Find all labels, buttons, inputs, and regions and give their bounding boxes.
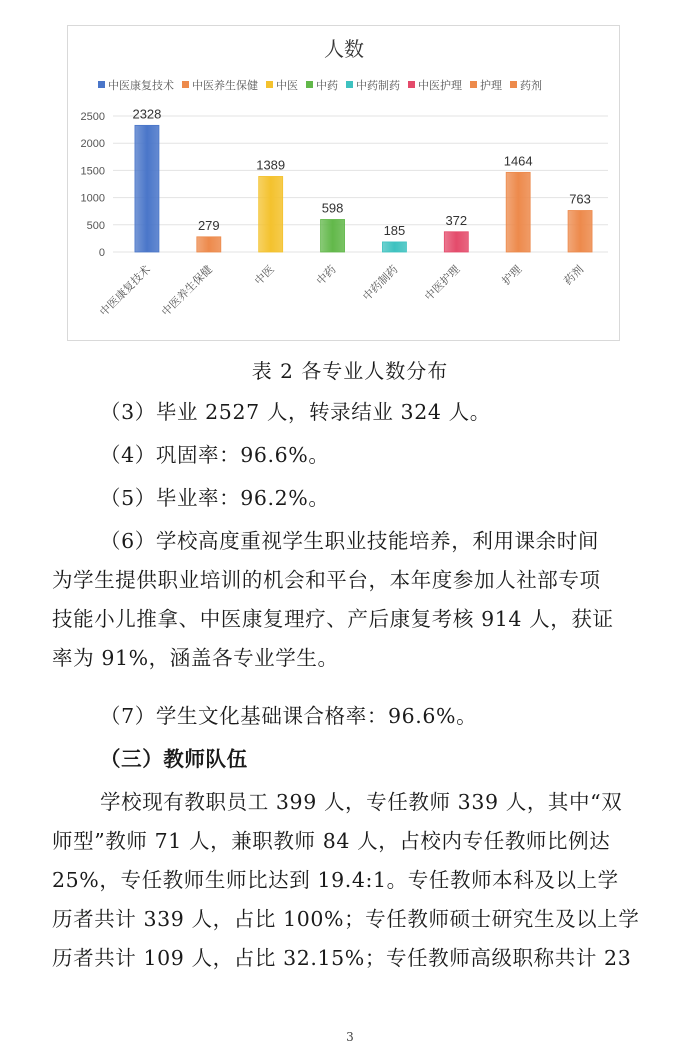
legend-label: 中药 xyxy=(316,80,338,92)
y-tick-label: 1000 xyxy=(80,192,105,205)
x-tick-label: 中药 xyxy=(314,263,339,288)
text-line: 学校现有教职员工 399 人，专任教师 339 人，其中“双 xyxy=(100,790,623,814)
bar xyxy=(321,219,345,252)
legend-swatch xyxy=(470,81,477,88)
paragraph-skills-training xyxy=(52,522,660,678)
legend-label: 中医养生保健 xyxy=(192,80,258,92)
item-culture-pass-rate: （7）学生文化基础课合格率：96.6%。 xyxy=(100,704,478,728)
x-tick-label: 中医康复技术 xyxy=(97,263,154,319)
text-line: 师型”教师 71 人，兼职教师 84 人，占校内专任教师比例达 xyxy=(52,829,611,853)
text-line: （6）学校高度重视学生职业技能培养，利用课余时间 xyxy=(100,529,599,553)
x-tick-label: 中医护理 xyxy=(422,263,463,304)
bar xyxy=(506,172,530,252)
legend-label: 中医护理 xyxy=(418,80,462,92)
legend-swatch xyxy=(510,81,517,88)
y-tick-label: 2000 xyxy=(80,138,105,151)
data-label: 1464 xyxy=(503,153,533,169)
legend-label: 护理 xyxy=(480,80,502,92)
data-label: 763 xyxy=(569,191,591,207)
y-tick-label: 0 xyxy=(98,247,105,259)
text-line: 历者共计 109 人，占比 32.15%；专任教师高级职称共计 23 xyxy=(52,946,632,970)
paragraph-teachers xyxy=(52,783,660,978)
section-heading-teachers: （三）教师队伍 xyxy=(100,747,248,771)
text-line: 技能小儿推拿、中医康复理疗、产后康复考核 914 人，获证 xyxy=(52,607,614,631)
text-line: 率为 91%，涵盖各专业学生。 xyxy=(52,646,339,670)
x-tick-label: 护理 xyxy=(500,263,525,288)
x-tick-label: 中药制药 xyxy=(360,263,401,304)
legend-swatch xyxy=(182,81,189,88)
legend-label: 中医 xyxy=(276,80,298,92)
bar xyxy=(259,176,283,252)
item-retention-rate: （4）巩固率：96.6%。 xyxy=(100,443,330,467)
chart-canvas xyxy=(68,26,621,342)
bar xyxy=(135,125,159,252)
legend-swatch xyxy=(408,81,415,88)
page-number: 3 xyxy=(346,1030,354,1044)
chart-title: 人数 xyxy=(324,39,364,61)
legend-label: 中医康复技术 xyxy=(108,80,174,92)
bar xyxy=(382,242,406,252)
y-tick-label: 500 xyxy=(86,219,105,232)
item-graduates: （3）毕业 2527 人，转录结业 324 人。 xyxy=(100,400,491,424)
legend-swatch xyxy=(346,81,353,88)
legend-swatch xyxy=(306,81,313,88)
bar-chart xyxy=(67,25,620,341)
x-tick-label: 中医 xyxy=(252,263,277,288)
legend-swatch xyxy=(266,81,273,88)
item-graduation-rate: （5）毕业率：96.2%。 xyxy=(100,486,330,510)
data-label: 598 xyxy=(321,200,344,216)
data-label: 372 xyxy=(445,212,468,228)
x-tick-label: 药剂 xyxy=(562,263,587,288)
data-label: 1389 xyxy=(256,157,286,173)
x-tick-label: 中医养生保健 xyxy=(159,263,215,319)
text-line: 历者共计 339 人，占比 100%；专任教师硕士研究生及以上学 xyxy=(52,907,640,931)
data-label: 279 xyxy=(197,217,220,233)
text-line: 为学生提供职业培训的机会和平台，本年度参加人社部专项 xyxy=(52,568,601,592)
data-label: 2328 xyxy=(132,106,162,122)
legend-label: 中药制药 xyxy=(356,80,400,92)
data-label: 185 xyxy=(383,222,406,238)
y-tick-label: 1500 xyxy=(80,165,105,178)
figure-caption: 表 2 各专业人数分布 xyxy=(251,359,449,383)
bar xyxy=(197,237,221,252)
legend-swatch xyxy=(98,81,105,88)
legend-label: 药剂 xyxy=(520,80,542,92)
bar xyxy=(444,232,468,252)
text-line: 25%，专任教师生师比达到 19.4:1。专任教师本科及以上学 xyxy=(52,868,619,892)
bar xyxy=(568,210,592,252)
y-tick-label: 2500 xyxy=(80,111,105,123)
